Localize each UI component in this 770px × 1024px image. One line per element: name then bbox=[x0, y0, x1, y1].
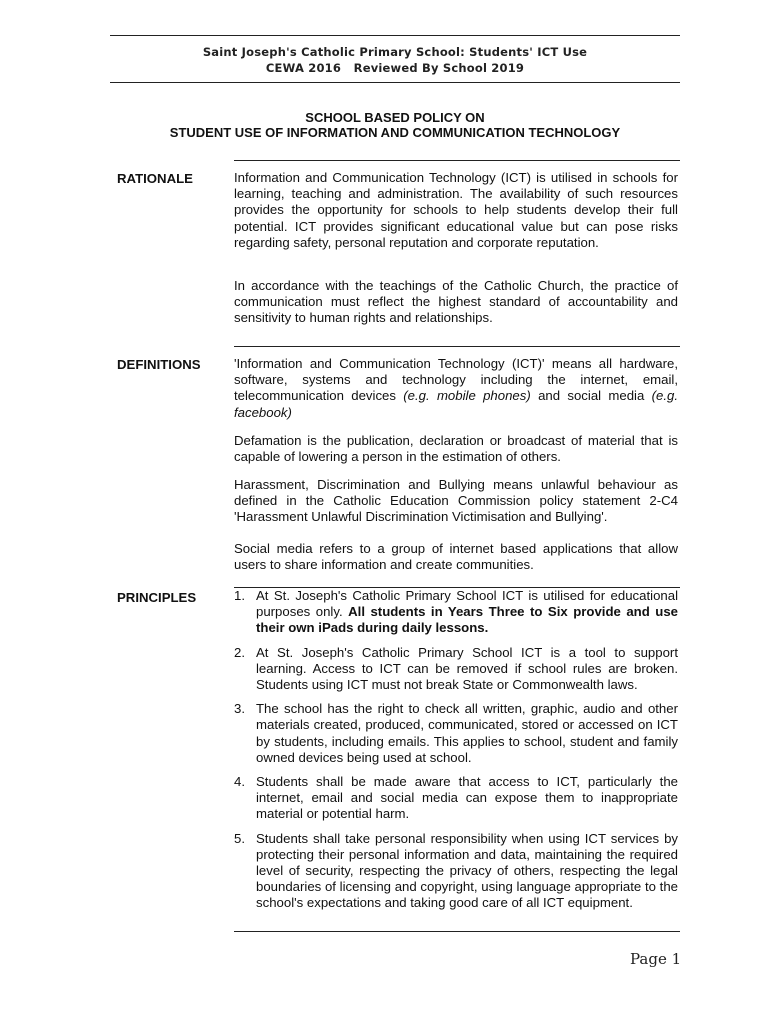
header-review-line: CEWA 2016 Reviewed By School 2019 bbox=[265, 61, 525, 75]
definition-ict-example-phones: (e.g. mobile phones) bbox=[403, 388, 531, 404]
definition-ict-text: 'Information and Communication Technology (ICT)' means all hardware, software, systems and technology including the internet, email, telecommunication devices bbox=[234, 356, 678, 404]
principle-item: 2. At St. Joseph's Catholic Primary School ICT is a tool to support learning. Access to ICT can be removed if school rules are broken. Students using ICT must not break State or Commonwealth laws. bbox=[234, 644, 678, 693]
policy-title-line2: STUDENT USE OF INFORMATION AND COMMUNICATION TECHNOLOGY bbox=[169, 125, 621, 140]
principle-item: 4. Students shall be made aware that access to ICT, particularly the internet, email and social media can expose them to inappropriate material or potential harm. bbox=[234, 774, 678, 822]
definition-ict bbox=[234, 356, 678, 421]
rationale-paragraph-2: In accordance with the teachings of the Catholic Church, the practice of communication must reflect the highest standard of accountability and sensitivity to human rights and relationships. bbox=[234, 278, 678, 326]
header-top-rule bbox=[110, 35, 680, 36]
page-number: Page 1 bbox=[630, 950, 682, 968]
principles-bottom-rule bbox=[234, 931, 680, 932]
header-school-line: Saint Joseph's Catholic Primary School: Students' ICT Use bbox=[202, 45, 588, 59]
policy-title-line1: SCHOOL BASED POLICY ON bbox=[305, 110, 485, 125]
rationale-label: RATIONALE bbox=[117, 171, 193, 186]
principles-label: PRINCIPLES bbox=[117, 590, 197, 605]
definitions-rule bbox=[234, 346, 680, 347]
definition-ict-text-2: and social media bbox=[530, 388, 652, 404]
principle-item: 5. Students shall take personal responsibility when using ICT services by protecting their personal information and data, maintaining the required level of security, respecting the privacy of others, respecting the legal boundaries of licensing and copyright, using language appropriate to the school's expectations and taking good care of all ICT equipment. bbox=[234, 830, 678, 911]
principles-list bbox=[234, 588, 678, 920]
definition-social-media: Social media refers to a group of internet based applications that allow users to share information and create communities. bbox=[234, 541, 678, 573]
definition-ict-example-facebook: (e.g. facebook) bbox=[234, 388, 678, 420]
principle-item: 3. The school has the right to check all written, graphic, audio and other materials created, produced, communicated, stored or accessed on ICT by students, including emails. This applies to school, student and family owned devices being used at school. bbox=[234, 701, 678, 765]
header-bottom-rule bbox=[110, 82, 680, 83]
principle-item: 1. At St. Joseph's Catholic Primary School ICT is utilised for educational purposes only. All students in Years Three to Six provide and use their own iPads during daily lessons. bbox=[234, 588, 678, 636]
definition-harassment: Harassment, Discrimination and Bullying means unlawful behaviour as defined in the Catholic Education Commission policy statement 2-C4 'Harassment Unlawful Discrimination Victimisation and Bullying'. bbox=[234, 477, 678, 525]
definition-defamation: Defamation is the publication, declaration or broadcast of material that is capable of lowering a person in the estimation of others. bbox=[234, 433, 678, 465]
definitions-label: DEFINITIONS bbox=[117, 357, 201, 372]
rationale-paragraph-1: Information and Communication Technology (ICT) is utilised in schools for learning, teaching and administration. The availability of such resources provides the opportunity for schools to help students develop their full potential. ICT provides significant educational value but can pose risks regarding safety, personal reputation and corporate reputation. bbox=[234, 170, 678, 250]
rationale-rule bbox=[234, 160, 680, 161]
